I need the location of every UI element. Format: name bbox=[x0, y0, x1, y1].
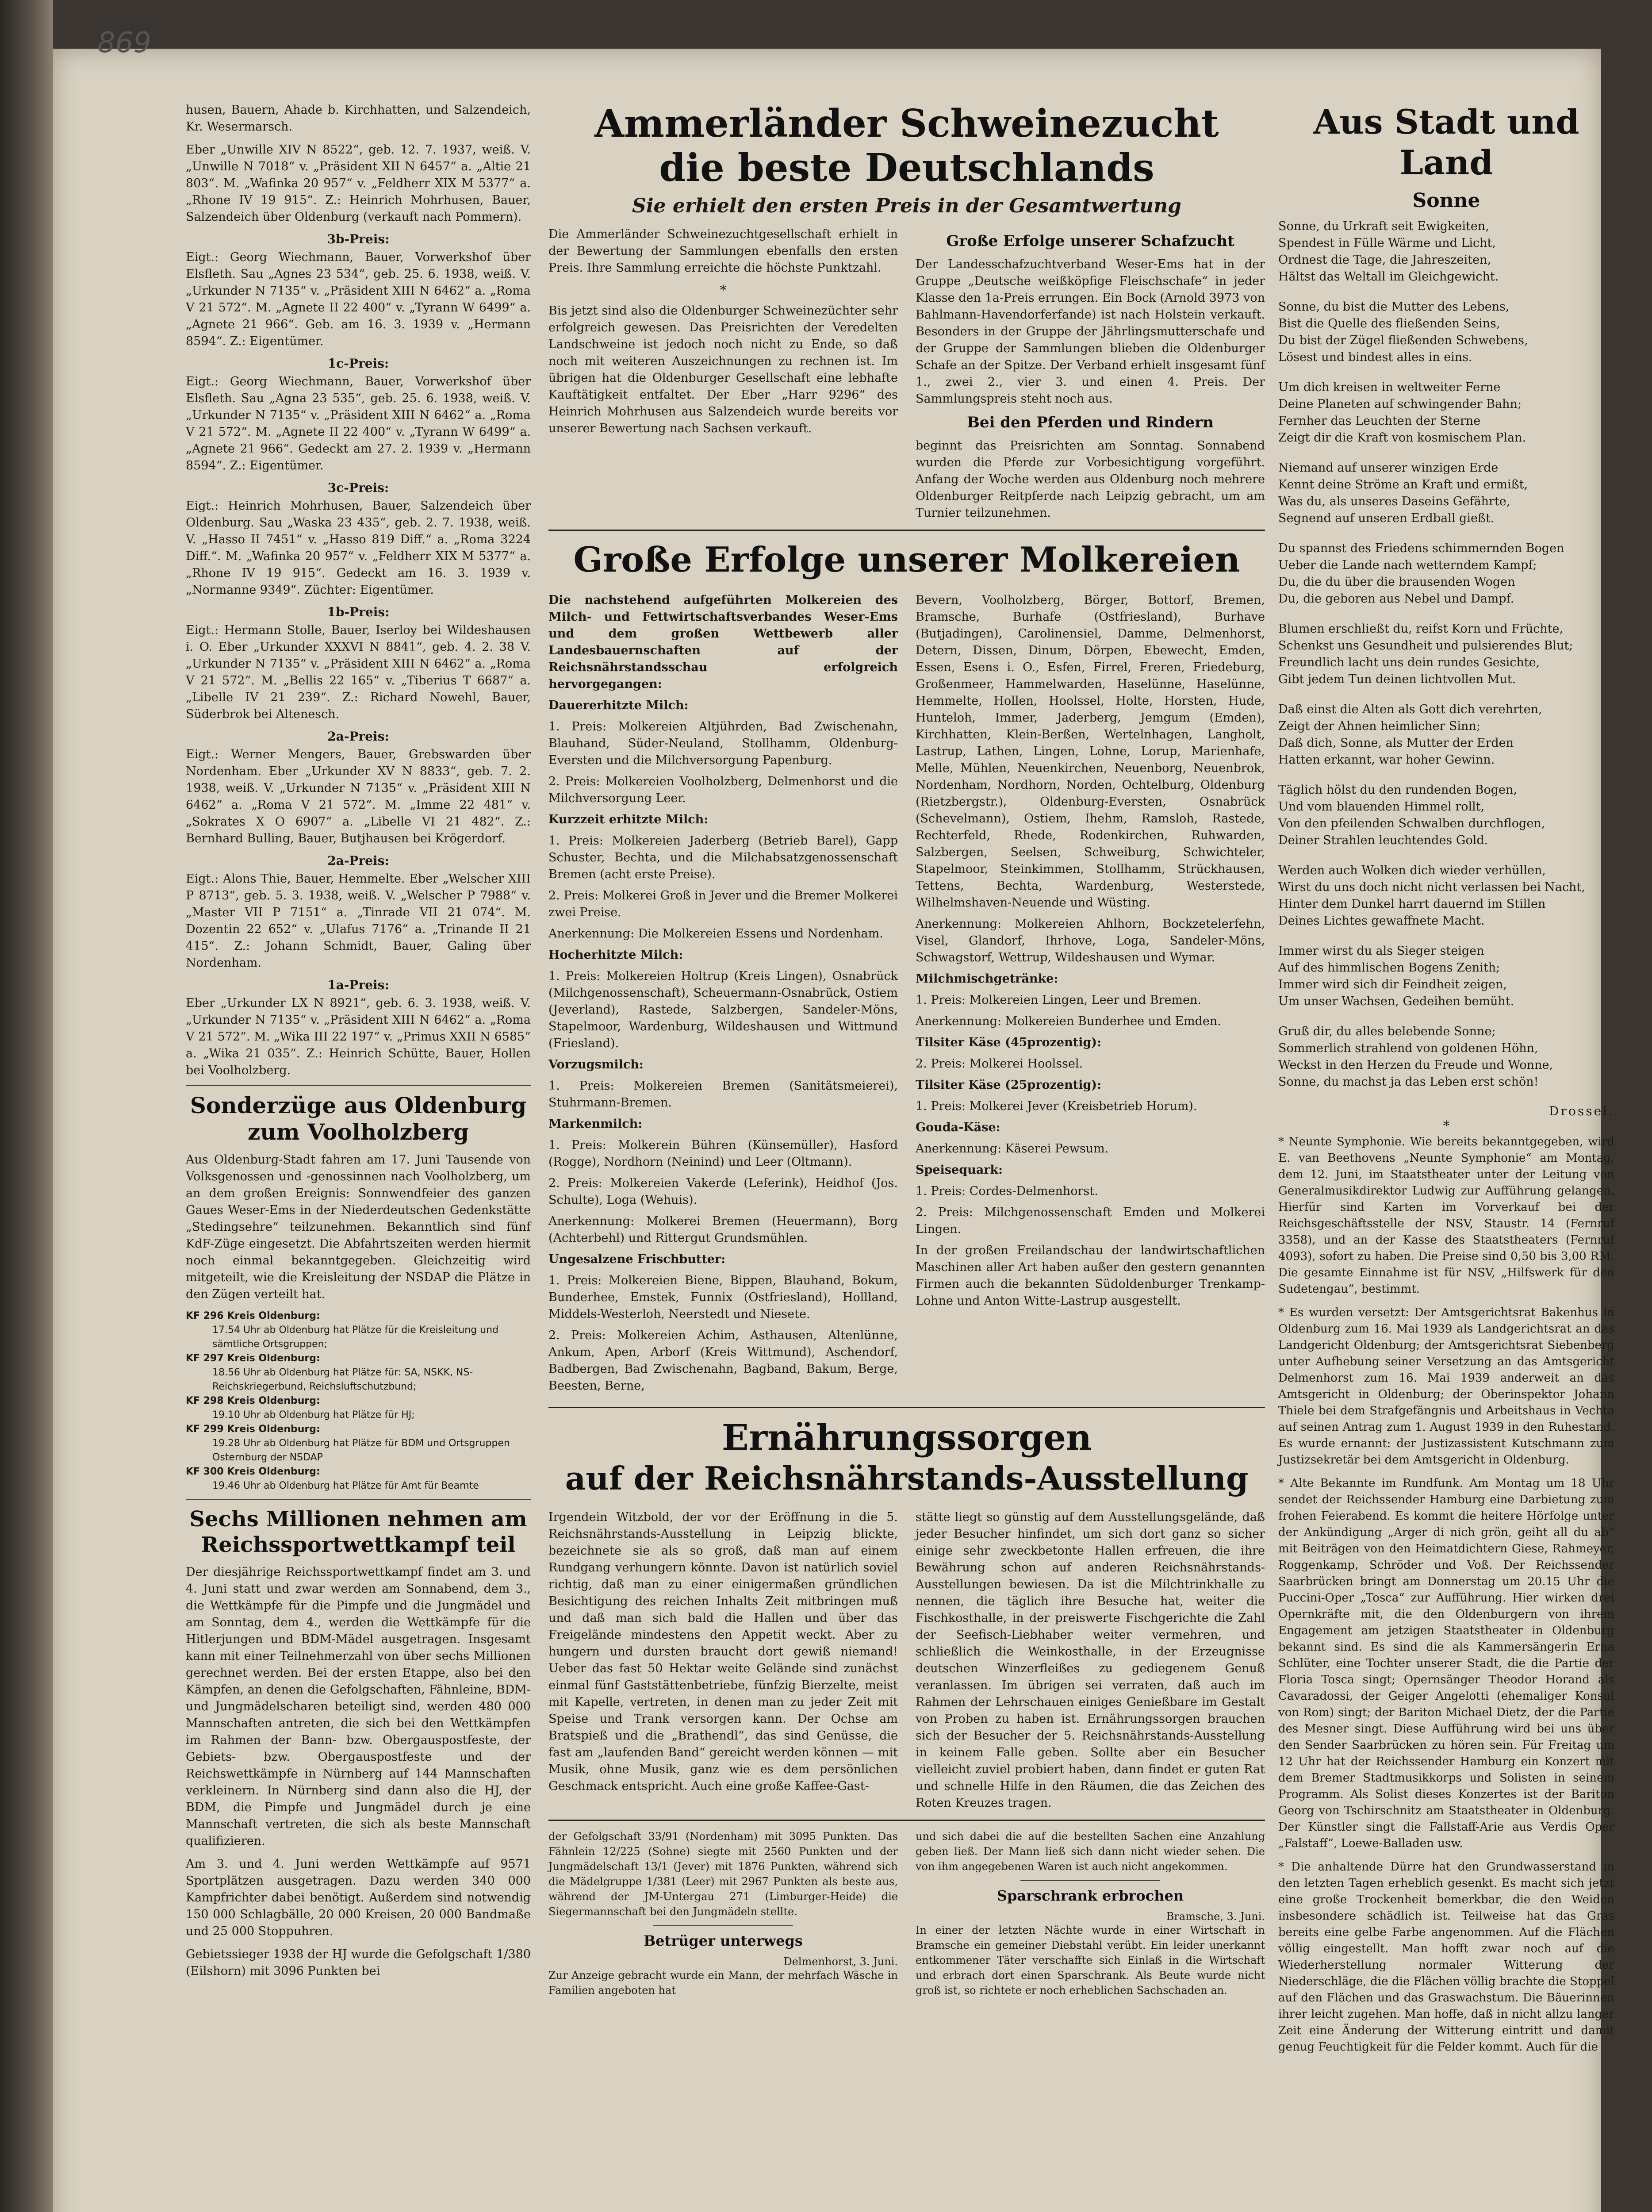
poem-line: Schenkst uns Gesundheit und pulsierendes Blut; bbox=[1278, 639, 1573, 653]
poem-line: Sommerlich strahlend von goldenen Höhn, bbox=[1278, 1041, 1538, 1055]
category-heading: Tilsiter Käse (45prozentig): bbox=[916, 1036, 1102, 1049]
schedule-line: 18.56 Uhr ab Oldenburg hat Plätze für: SA, NSKK, NS-Reichskriegerbund, Reichsluftschutzbund; bbox=[212, 1367, 473, 1392]
betrueger-continued: und sich dabei die auf die bestellten Sachen eine Anzahlung geben ließ. Der Mann ließ sich dann nicht wieder sehen. Die von ihm angegebenen Waren ist auch nicht angekommen. bbox=[916, 1830, 1265, 1873]
prize-entry: Eigt.: Hermann Stolle, Bauer, Iserloy bei Wildeshausen i. O. Eber „Urkunder XXXVI N 8841“, geb. 4. 2. 38 V. „Urkunder N 7135“ v. „Präsident XIII N 6462“ a. „Roma V 21 572“. M. „Bellis 22 165“ v. „Tiberius T 6687“ a. „Libelle IV 21 239“. Z.: Richard Nowehl, Bauer, Süderbrok bei Altenesch. bbox=[186, 623, 531, 721]
poem-author: Drossel. bbox=[1549, 1104, 1614, 1118]
prize-heading: 2a-Preis: bbox=[327, 853, 389, 868]
article-paragraph: Bis jetzt sind also die Oldenburger Schweinezüchter sehr erfolgreich gewesen. Das Preisrichten der Veredelten Landschweine ist jedoch noch nicht zu Ende, so daß noch mit weiteren Auszeichnungen zu rechnen ist. Im übrigen hat die Oldenburger Gesellschaft eine lebhafte Kauftätigkeit entfaltet. Der Eber „Harr 9296“ des Heinrich Mohrhusen aus Salzendeich wurde bereits vor unserer Bewertung nach Sachsen verkauft. bbox=[548, 304, 898, 435]
prize-entry: Eigt.: Heinrich Mohrhusen, Bauer, Salzendeich über Oldenburg. Sau „Waska 23 435“, geb. 2. 7. 1938, weiß. V. „Hasso II 7451“ v. „Hasso 819 Diff.“ a. „Roma 3224 Diff.“. M. „Wafinka 20 957“ v. „Feldherr XIX M 5377“ a. „Rhone IV 19 915“. Gedeckt am 16. 3. 1939 v. „Normanne 9349“. Züchter: Eigentümer. bbox=[186, 499, 531, 597]
category-heading: Hocherhitzte Milch: bbox=[548, 948, 683, 962]
molkereien-left bbox=[548, 592, 898, 1399]
award-paragraph: Bevern, Voolholzberg, Börger, Bottorf, Bremen, Bramsche, Burhafe (Ostfriesland), Burhave (Butjadingen), Carolinensiel, Damme, Delmenhorst, Detern, Dissen, Dinum, Dörpen, Ebewecht, Emden, Essen, Esens i. O., Esfen, Firrel, Freren, Friedeburg, Großenmeer, Hammelwarden, Haselünne, Haselünne, Hemmelte, Hollen, Hoolssel, Holte, Horsten, Hude, Hunteloh, Immer, Jaderberg, Jemgum (Emden), Kirchhatten, Klein-Berßen, Wertelnhagen, Langholt, Lastrup, Lathen, Lingen, Lohne, Lorup, Marienhafe, Melle, Mühlen, Neuenkirchen, Neuenborg, Neuenbrok, Nordenham, Nordhorn, Norden, Ochtelburg, Oldenburg (Rietzbergstr.), Oldenburg-Eversten, Osnabrück (Schevelmann), Ostiem, Ihehm, Ramsloh, Rastede, Rechterfeld, Rhede, Rodenkirchen, Ruhwarden, Salzbergen, Seelsen, Schweiburg, Schwichteler, Stapelmoor, Steinkimmen, Stollhamm, Strückhausen, Tettens, Bechta, Wardenburg, Westerstede, Wilhelmshaven-Neuende und Wüsting. bbox=[916, 593, 1265, 910]
poem-line: Du, die du über die brausenden Wogen bbox=[1278, 575, 1515, 589]
prize-entry: Eber „Unwille XIV N 8522“, geb. 12. 7. 1937, weiß. V. „Unwille N 7018“ v. „Präsident XII N 6457“ a. „Altie 21 803“. M. „Wafinka 20 957“ v. „Feldherr XIX M 5377“ a. „Rhone IV 19 915“. Z.: Heinrich Mohrhusen, Bauer, Salzendeich über Oldenburg (verkauft nach Pommern). bbox=[186, 143, 531, 224]
poem-stanza bbox=[1278, 943, 1614, 1010]
poem-line: Segnend auf unseren Erdball gießt. bbox=[1278, 511, 1495, 525]
article-paragraph: Gebietssieger 1938 der HJ wurde die Gefolgschaft 1/380 (Eilshorn) mit 3096 Punkten bei bbox=[186, 1947, 531, 1978]
poem-line: Freundlich lacht uns dein rundes Gesichte, bbox=[1278, 656, 1540, 669]
schafzucht-title: Große Erfolge unserer Schafzucht bbox=[946, 232, 1234, 250]
separator-asterisk: * bbox=[720, 283, 727, 298]
poem-line: Auf des himmlischen Bogens Zenith; bbox=[1278, 961, 1500, 975]
category-heading: Die nachstehend aufgeführten Molkereien des Milch- und Fettwirtschaftsverbandes Weser-Ems und dem großen Wettbewerb aller Landesbauernschaften auf der Reichsnährstandsschau erfolgreich hervorgegangen: bbox=[548, 593, 898, 691]
local-notes bbox=[1278, 1134, 1614, 2055]
poem-line: Du spannst des Friedens schimmernden Bogen bbox=[1278, 541, 1564, 555]
schedule-line: KF 296 Kreis Oldenburg: bbox=[186, 1310, 320, 1321]
betrueger-dateline: Delmenhorst, 3. Juni. bbox=[783, 1955, 898, 1968]
train-schedule bbox=[186, 1309, 531, 1493]
sparschrank-text: In einer der letzten Nächte wurde in einer Wirtschaft in Bramsche ein gemeiner Diebstahl verübt. Ein leider unerkannt entkommener Täter verschaffte sich Einlaß in die Wirtschaft und erbrach dort einen Sparschrank. Als Beute wurde nicht groß ist, so richtete er noch erheblichen Sachschaden an. bbox=[916, 1924, 1265, 1997]
prize-list bbox=[186, 142, 531, 1079]
poem-line: Daß dich, Sonne, als Mutter der Erden bbox=[1278, 736, 1514, 750]
category-heading: Milchmischgetränke: bbox=[916, 972, 1058, 986]
prize-entry: Eigt.: Georg Wiechmann, Bauer, Vorwerkshof über Elsfleth. Sau „Agnes 23 534“, geb. 25. 6. 1938, weiß. V. „Urkunder N 7135“ v. „Präsident XIII N 6462“ a. „Roma V 21 572“. M. „Agnete II 22 400“ v. „Tyrann W 6499“ a. „Agnete 21 966“. Geb. am 16. 3. 1939 v. „Hermann 8594“. Z.: Eigentümer. bbox=[186, 250, 531, 348]
schedule-line: KF 298 Kreis Oldenburg: bbox=[186, 1395, 320, 1406]
poem-line: Spendest in Fülle Wärme und Licht, bbox=[1278, 236, 1496, 250]
award-paragraph: 1. Preis: Molkereien Biene, Bippen, Blauhand, Bokum, Bunderhee, Emstek, Funnix (Ostfriesland), Hollland, Middels-Westerloh, Neerstedt und Niesete. bbox=[548, 1274, 898, 1321]
ammerland-title-1: Ammerländer Schweinezucht bbox=[594, 101, 1219, 146]
schedule-line: 19.46 Uhr ab Oldenburg hat Plätze für Amt für Beamte bbox=[212, 1480, 479, 1491]
poem-line: Um dich kreisen in weltweiter Ferne bbox=[1278, 380, 1501, 394]
category-heading: Speisequark: bbox=[916, 1163, 1003, 1177]
poem-line: Hinter dem Dunkel harrt dauernd im Stillen bbox=[1278, 897, 1546, 911]
category-heading: Tilsiter Käse (25prozentig): bbox=[916, 1078, 1102, 1092]
award-paragraph: 2. Preis: Molkereien Voolholzberg, Delmenhorst und die Milchversorgung Leer. bbox=[548, 775, 898, 805]
award-paragraph: Anerkennung: Molkerei Bremen (Heuermann), Borg (Achterbehl) und Rittergut Grundsmühlen. bbox=[548, 1214, 898, 1245]
ernaehrung-title-1: Ernährungssorgen bbox=[721, 1417, 1092, 1458]
poem-line: Gruß dir, du alles belebende Sonne; bbox=[1278, 1025, 1496, 1038]
poem-line: Zeigt der Ahnen heimlicher Sinn; bbox=[1278, 719, 1480, 733]
poem-line: Von den pfeilenden Schwalben durchflogen, bbox=[1278, 817, 1545, 830]
column-3: Aus Stadt und Land Sonne Sonne, du Urkraft seit Ewigkeiten, Spendest in Fülle Wärme und Licht, Ordnest die Tage, die Jahreszeiten, Hältst das Weltall im Gleichgewicht. Sonne, du bist die Mutter des Lebens, Bist die Quelle des fließenden Seins, Du bist der Zügel fließenden Schwebens, Lösest und bindest alles in eins. Um dich kreisen in weltweiter Ferne Deine Planeten auf schwingender Bahn; Fernher das Leuchten der Sterne Zeigt dir die Kraft von kosmischem Plan. Niemand auf unserer winzigen Erde Kennt deine Ströme an Kraft und ermißt, Was du, als unseres Daseins Gefährte, Segnend auf unseren Erdball gießt. Du spannst des Friedens schimmernden Bogen Ueber die Lande nach wetterndem Kampf; Du, die du über die brausenden Wogen Du, die geboren aus Nebel und Dampf. Blumen erschließt du, reifst Korn und Früchte, Schenkst uns Gesundheit und pulsierendes Blut; Freundlich lacht uns dein rundes Gesichte, Gibt jedem Tun deinen lichtvollen Mut. Daß einst die Alten als Gott dich verehrten, Zeigt der Ahnen heimlicher Sinn; Daß dich, Sonne, als Mutter der Erden Hatten erkannt, war hoher Gewinn. Täglich hölst du den rundenden Bogen, Und vom blauenden Himmel rollt, Von den pfeilenden Schwalben durchflogen, Deiner Strahlen leuchtendes Gold. Werden auch Wolken dich wieder verhüllen, Wirst du uns doch nicht nicht verlassen bei Nacht, Hinter dem Dunkel harrt dauernd im Stillen Deines Lichtes gewaffnete Macht. Immer wirst du als Sieger steigen Auf des himmlischen Bogens Zenith; Immer wird sich dir Feindheit zeigen, Um unser Wachsen, Gedeihen bemüht. Gruß dir, du alles belebende Sonne; Sommerlich strahlend von goldenen Höhn, Weckst in den Herzen du Freude und Wonne, Sonne, du machst ja das Leben erst schön! Drossel. * * Neunte Symphonie. Wie bereits bekanntgegeben, wird E. van Beethovens „Neunte Symphonie“ am Montag, dem 12. Juni, im Staatstheater unter der Leitung von Generalmusikdirektor Ludwig zur Aufführung gelangen. Hierfür sind Karten im Vorverkauf bei der Reichsgeschäftsstelle der NSV, Staustr. 14 (Fernruf 3358), und an der Kasse des Staatstheaters (Fernruf 4093), sofort zu haben. Die Preise sind 0,50 bis 3,00 RM. Die gesamte Einnahme ist für NSV, „Hilfswerk für den Sudetengau“, bestimmt. * Es wurden versetzt: Der Amtsgerichtsrat Bakenhus in Oldenburg zum 16. Mai 1939 als Landgerichtsrat an das Landgericht Oldenburg; der Amtsgerichtsrat Siebenberg unter Aufhebung seiner Versetzung an das Amtsgericht Delmenhorst zum 16. Mai 1939 anderweit an das Amtsgericht in Oldenburg; der Oberinspektor Johann Thiele bei dem Strafgefängnis und Arbeitshaus in Vechta auf seinen Antrag zum 1. August 1939 in den Ruhestand. Es wurde ernannt: der Justizassistent Kutschmann zum Justizsekretär bei dem Amtsgericht in Oldenburg. * Alte Bekannte im Rundfunk. Am Montag um 18 Uhr sendet der Reichssender Hamburg eine Darbietung zum frohen Feierabend. Es kommt die heitere Hörfolge unter der Ankündigung „Arger di nich grön, geiht all du ab“ mit Beiträgen von den Heimatdichtern Giese, Rahmeyer, Roggenkamp, Schröder und Voß. Der Reichssender Saarbrücken bringt am Donnerstag um 20.15 Uhr die Puccini-Oper „Tosca“ zur Aufführung. Hier wirken drei Opernkräfte mit, die den Oldenburgern von ihrem Engagement am jetzigen Staatstheater in Oldenburg bekannt sind. Es sind die als Kammersängerin Erna Schlüter, eine Tochter unserer Stadt, die die Partie der Floria Tosca singt; Opernsänger Theodor Horand als Cavaradossi, der Geiger Angelotti (ehemaliger Konsul von Rom) singt; der Bariton Michael Dietz, der die Partie des Mesner singt. Diese Aufführung wird bei uns über den Sender Saarbrücken zu hören sein. Für Freitag um 12 Uhr hat der Reichssender Hamburg ein Konzert mit dem Bremer Stadtmusikkorps und Solisten in seinem Programm. Als Solist dieses Konzertes ist der Bariton Georg von Tschirschnitz am Staatstheater in Oldenburg. Der Künstler singt die Fallstaff-Arie aus Verdis Oper „Falstaff“, Loewe-Balladen usw. * Die anhaltende Dürre hat den Grundwasserstand in den letzten Tagen erheblich gesenkt. Es macht sich jetzt eine große Trockenheit bemerkbar, die den Weiden insbesondere schädlich ist. Teilweise hat das Gras bereits eine gelbe Farbe angenommen. Auf die Flächen völlig eingestellt. Man hofft zwar noch auf die Wiederherstellung normaler Witterung der Niederschläge, die die Flächen völlig brachte die Stoppel auf den Flächen und das Graswachstum. Die Bäuerinnen ihrer leicht zugehen. Man hoffe, daß in nicht allzu langer Zeit eine Änderung der Witterung eintritt und damit genug Feuchtigkeit für die Felder kommt. Auch für die bbox=[1278, 102, 1614, 2062]
poem-line: Werden auch Wolken dich wieder verhüllen, bbox=[1278, 864, 1546, 877]
col1-intro: husen, Bauern, Ahade b. Kirchhatten, und Salzendeich, Kr. Wesermarsch. bbox=[186, 103, 531, 134]
award-paragraph: In der großen Freilandschau der landwirtschaftlichen Maschinen aller Art haben außer den gestern genannten Firmen auch die bekannten Südoldenburger Trenkamp-Lohne und Anton Witte-Lastrup ausgestellt. bbox=[916, 1244, 1265, 1308]
poem-line: Lösest und bindest alles in eins. bbox=[1278, 350, 1472, 364]
local-note: * Es wurden versetzt: Der Amtsgerichtsrat Bakenhus in Oldenburg zum 16. Mai 1939 als Landgerichtsrat an das Landgericht Oldenburg; der Amtsgerichtsrat Siebenberg unter Aufhebung seiner Versetzung an das Amtsgericht Delmenhorst zum 16. Mai 1939 anderweit an das Amtsgericht in Oldenburg; der Oberinspektor Johann Thiele bei dem Strafgefängnis und Arbeitshaus in Vechta auf seinen Antrag zum 1. August 1939 in den Ruhestand. Es wurde ernannt: der Justizassistent Kutschmann zum Justizsekretär bei dem Amtsgericht in Oldenburg. bbox=[1278, 1306, 1614, 1467]
column-1 bbox=[186, 102, 531, 1986]
pferde-text: beginnt das Preisrichten am Sonntag. Sonnabend wurden die Pferde zur Vorbesichtigung vorgeführt. Anfang der Woche werden aus Oldenburg noch mehrere Oldenburger Reitpferde nach Leipzig gebracht, um am Turnier teilzunehmen. bbox=[916, 439, 1265, 520]
award-paragraph: 2. Preis: Molkereien Vakerde (Leferink), Heidhof (Jos. Schulte), Loga (Wehuis). bbox=[548, 1176, 898, 1207]
sonderzuege-title: Sonderzüge aus Oldenburg zum Voolholzberg bbox=[190, 1092, 527, 1145]
molkereien-title: Große Erfolge unserer Molkereien bbox=[573, 540, 1240, 580]
molkereien-right bbox=[916, 592, 1265, 1399]
poem-line: Was du, als unseres Daseins Gefährte, bbox=[1278, 495, 1510, 508]
sparschrank-title: Sparschrank erbrochen bbox=[997, 1887, 1184, 1904]
poem-line: Du bist der Zügel fließenden Schwebens, bbox=[1278, 334, 1528, 347]
poem-stanza bbox=[1278, 621, 1614, 688]
award-paragraph: 2. Preis: Molkerei Groß in Jever und die Bremer Molkerei zwei Preise. bbox=[548, 889, 898, 919]
poem-stanza bbox=[1278, 218, 1614, 285]
award-paragraph: Anerkennung: Molkereien Bunderhee und Emden. bbox=[916, 1014, 1221, 1028]
sechs-millionen-body bbox=[186, 1564, 531, 1980]
award-paragraph: 1. Preis: Molkereien Lingen, Leer und Bremen. bbox=[916, 993, 1201, 1007]
category-heading: Gouda-Käse: bbox=[916, 1121, 1000, 1134]
prize-heading: 1a-Preis: bbox=[327, 978, 389, 992]
category-heading: Dauererhitzte Milch: bbox=[548, 699, 689, 712]
schedule-line: 19.28 Uhr ab Oldenburg hat Plätze für BDM und Ortsgruppen Osternburg der NSDAP bbox=[212, 1438, 510, 1463]
poem-line: Du, die geboren aus Nebel und Dampf. bbox=[1278, 592, 1514, 606]
award-paragraph: Anerkennung: Käserei Pewsum. bbox=[916, 1142, 1109, 1156]
prize-heading: 3b-Preis: bbox=[327, 232, 390, 246]
poem-line: Immer wird sich dir Feindheit zeigen, bbox=[1278, 978, 1507, 991]
prize-entry: Eigt.: Alons Thie, Bauer, Hemmelte. Eber „Welscher XIII P 8713“, geb. 5. 3. 1938, weiß. V. „Welscher P 7988“ v. „Master VII P 7151“ a. „Tinrade VII 21 074“. M. Dozentin 22 652“ v. „Ulafus 7176“ a. „Trinande II 21 415“. Z.: Johann Schmidt, Bauer, Galing über Nordenham. bbox=[186, 872, 531, 970]
award-paragraph: 1. Preis: Molkereien Holtrup (Kreis Lingen), Osnabrück (Milchgenossenschaft), Scheuermann-Osnabrück, Ostiem (Jeverland), Rastede, Salzbergen, Sandeler-Möns, Stapelmoor, Wardenburg, Wildeshausen und Wittmund (Friesland). bbox=[548, 969, 898, 1050]
category-heading: Ungesalzene Frischbutter: bbox=[548, 1252, 726, 1266]
schedule-line: KF 297 Kreis Oldenburg: bbox=[186, 1353, 320, 1364]
schafzucht-text: Der Landesschafzuchtverband Weser-Ems hat in der Gruppe „Deutsche weißköpfige Fleischschafe“ in jeder Klasse den 1a-Preis errungen. Ein Bock (Arnold 3973 von Bahlmann-Havendorferfande) ist nach Holstein verkauft. Besonders in der Gruppe der Jährlingsmutterschafe und der Gruppe der Sammlungen blieben die Oldenburger Schafe an der Spitze. Der Verband erhielt insgesamt fünf 1., zwei 2., vier 3. und einen 4. Preis. Der Sammlungspreis steht noch aus. bbox=[916, 257, 1265, 406]
poem-line: Fernher das Leuchten der Sterne bbox=[1278, 414, 1481, 428]
poem-title: Sonne bbox=[1412, 189, 1480, 212]
award-paragraph: Anerkennung: Molkereien Ahlhorn, Bockzetelerfehn, Visel, Glandorf, Ihrhove, Loga, Sandeler-Möns, Schwagstorf, Wettrup, Wildeshausen und Wymar. bbox=[916, 917, 1265, 964]
poem-line: Weckst in den Herzen du Freude und Wonne, bbox=[1278, 1058, 1553, 1072]
poem-stanza bbox=[1278, 379, 1614, 446]
poem-line: Und vom blauenden Himmel rollt, bbox=[1278, 800, 1485, 814]
poem-line: Hältst das Weltall im Gleichgewicht. bbox=[1278, 270, 1499, 284]
poem-line: Ueber die Lande nach wetterndem Kampf; bbox=[1278, 558, 1537, 572]
schedule-line: 17.54 Uhr ab Oldenburg hat Plätze für die Kreisleitung und sämtliche Ortsgruppen; bbox=[212, 1325, 499, 1350]
poem-line: Wirst du uns doch nicht nicht verlassen bei Nacht, bbox=[1278, 880, 1585, 894]
award-paragraph: 1. Preis: Molkereien Altjührden, Bad Zwischenahn, Blauhand, Süder-Neuland, Stollhamm, Oldenburg-Eversten und die Milchversorgung Papenburg. bbox=[548, 720, 898, 767]
schedule-line: KF 300 Kreis Oldenburg: bbox=[186, 1466, 320, 1477]
poem-sonne bbox=[1278, 218, 1614, 1091]
award-paragraph: 2. Preis: Molkerei Hoolssel. bbox=[916, 1057, 1083, 1071]
award-paragraph: 1. Preis: Molkereien Bremen (Sanitätsmeierei), Stuhrmann-Bremen. bbox=[548, 1079, 898, 1110]
ernaehrung-title-2: auf der Reichsnährstands-Ausstellung bbox=[565, 1459, 1249, 1497]
schedule-line: KF 299 Kreis Oldenburg: bbox=[186, 1424, 320, 1435]
article-paragraph: Der diesjährige Reichssportwettkampf findet am 3. und 4. Juni statt und zwar werden am Sonnabend, dem 3., die Wettkämpfe für die Pimpfe und die Jungmädel und am Sonntag, dem 4., werden die Wettkämpfe für die Hitlerjungen und BDM-Mädel ausgetragen. Insgesamt kann mit einer Teilnehmerzahl von über sechs Millionen gerechnet werden. Bei der ersten Etappe, also bei den Kämpfen, an denen die Gefolgschaften, Fähnleine, BDM- und Jungmädelscharen beteiligt sind, werden 480 000 Mannschaften antreten, die sich bei den Wettkämpfen im Rahmen der Bann- bzw. Obergauspostfeste, der Gebiets- bzw. Obergauspostfeste und der Reichswettkämpfe in Nürnberg auf 144 Mannschaften verkleinern. In Nürnberg sind dann also die HJ, der BDM, die Pimpfe und Jungmädel durch je eine Mannschaft vertreten, die sich als beste Mannschaft qualifizieren. bbox=[186, 1565, 531, 1848]
local-note: * Neunte Symphonie. Wie bereits bekanntgegeben, wird E. van Beethovens „Neunte Symphonie“ am Montag, dem 12. Juni, im Staatstheater unter der Leitung von Generalmusikdirektor Ludwig zur Aufführung gelangen. Hierfür sind Karten im Vorverkauf bei der Reichsgeschäftsstelle der NSV, Staustr. 14 (Fernruf 3358), und an der Kasse des Staatstheaters (Fernruf 4093), sofort zu haben. Die Preise sind 0,50 bis 3,00 RM. Die gesamte Einnahme ist für NSV, „Hilfswerk für den Sudetengau“, bestimmt. bbox=[1278, 1135, 1614, 1296]
award-paragraph: 1. Preis: Molkerein Bühren (Künsemüller), Hasford (Rogge), Nordhorn (Neinind) und Leer (Oltmann). bbox=[548, 1138, 898, 1169]
local-note: * Alte Bekannte im Rundfunk. Am Montag um 18 Uhr sendet der Reichssender Hamburg eine Darbietung zum frohen Feierabend. Es kommt die heitere Hörfolge unter der Ankündigung „Arger di nich grön, geiht all du ab“ mit Beiträgen von den Heimatdichtern Giese, Rahmeyer, Roggenkamp, Schröder und Voß. Der Reichssender Saarbrücken bringt am Donnerstag um 20.15 Uhr die Puccini-Oper „Tosca“ zur Aufführung. Hier wirken drei Opernkräfte mit, die den Oldenburgern von ihrem Engagement am jetzigen Staatstheater in Oldenburg bekannt sind. Es sind die als Kammersängerin Erna Schlüter, eine Tochter unserer Stadt, die die Partie der Floria Tosca singt; Opernsänger Theodor Horand als Cavaradossi, der Geiger Angelotti (ehemaliger Konsul von Rom) singt; der Bariton Michael Dietz, der die Partie des Mesner singt. Diese Aufführung wird bei uns über den Sender Saarbrücken zu hören sein. Für Freitag um 12 Uhr hat der Reichssender Hamburg ein Konzert mit dem Bremer Stadtmusikkorps und Solisten in seinem Programm. Als Solist dieses Konzertes ist der Bariton Georg von Tschirschnitz am Staatstheater in Oldenburg. Der Künstler singt die Fallstaff-Arie aus Verdis Oper „Falstaff“, Loewe-Balladen usw. bbox=[1278, 1477, 1614, 1850]
category-heading: Kurzzeit erhitzte Milch: bbox=[548, 813, 709, 826]
ammerland-title-2: die beste Deutschlands bbox=[659, 146, 1154, 190]
poem-line: Täglich hölst du den rundenden Bogen, bbox=[1278, 783, 1517, 797]
poem-line: Sonne, du bist die Mutter des Lebens, bbox=[1278, 300, 1510, 314]
betrueger-title: Betrüger unterwegs bbox=[644, 1932, 803, 1949]
poem-line: Sonne, du Urkraft seit Ewigkeiten, bbox=[1278, 219, 1489, 233]
book-binding bbox=[0, 0, 53, 2212]
poem-line: Blumen erschließt du, reifst Korn und Früchte, bbox=[1278, 622, 1564, 636]
poem-line: Kennt deine Ströme an Kraft und ermißt, bbox=[1278, 478, 1528, 492]
pferde-title: Bei den Pferden und Rindern bbox=[967, 414, 1214, 431]
local-note: * Die anhaltende Dürre hat den Grundwasserstand in den letzten Tagen erheblich gesenkt. Es macht sich jetzt eine große Trockenheit bemerkbar, die den Weiden insbesondere schädlich ist. Teilweise hat das Gras bereits eine gelbe Farbe angenommen. Auf die Flächen völlig eingestellt. Man hofft zwar noch auf die Wiederherstellung normaler Witterung der Niederschläge, die die Flächen völlig brachte die Stoppel auf den Flächen und das Graswachstum. Die Bäuerinnen ihrer leicht zugehen. Man hoffe, daß in nicht allzu langer Zeit eine Änderung der Witterung eintritt und damit genug Feuchtigkeit für die Felder kommt. Auch für die bbox=[1278, 1860, 1614, 2054]
sparschrank-dateline: Bramsche, 3. Juni. bbox=[1166, 1910, 1265, 1923]
betrueger-text: Zur Anzeige gebracht wurde ein Mann, der mehrfach Wäsche in Familien angeboten hat bbox=[548, 1969, 898, 1997]
poem-stanza bbox=[1278, 540, 1614, 607]
poem-stanza bbox=[1278, 299, 1614, 366]
poem-stanza bbox=[1278, 862, 1614, 929]
poem-line: Ordnest die Tage, die Jahreszeiten, bbox=[1278, 253, 1491, 267]
page-number: 869 bbox=[97, 27, 152, 59]
column-2 bbox=[548, 102, 1265, 1998]
award-paragraph: 1. Preis: Molkerei Jever (Kreisbetrieb Horum). bbox=[916, 1099, 1197, 1113]
poem-line: Deines Lichtes gewaffnete Macht. bbox=[1278, 914, 1485, 928]
article-paragraph: Die Ammerländer Schweinezuchtgesellschaft erhielt in der Bewertung der Sammlungen ebenfalls den ersten Preis. Ihre Sammlung erreichte die höchste Punktzahl. bbox=[548, 227, 898, 275]
article-paragraph: Am 3. und 4. Juni werden Wettkämpfe auf 9571 Sportplätzen ausgetragen. Dazu werden 340 000 Kampfrichter dabei benötigt. Außerdem sind notwendig 150 000 Schlagbälle, 20 000 Kreisen, 20 000 Bandmaße und 25 000 Stoppuhren. bbox=[186, 1857, 531, 1938]
sonderzuege-text: Aus Oldenburg-Stadt fahren am 17. Juni Tausende von Volksgenossen und -genossinnen nach Voolholzberg, um an dem großen Ereignis: Sonnwendfeier des ganzen Gaues Weser-Ems in der Niederdeutschen Gedenkstätte „Stedingsehre“ teilzunehmen. Bekanntlich sind fünf KdF-Züge eingesetzt. Die Abfahrtszeiten werden hiermit noch einmal bekanntgegeben. Gleichzeitig wird mitgeteilt, wie die Kreisleitung der NSDAP die Plätze in den Zügen verteilt hat. bbox=[186, 1153, 531, 1301]
prize-heading: 1c-Preis: bbox=[327, 356, 389, 371]
award-paragraph: 1. Preis: Molkereien Jaderberg (Betrieb Barel), Gapp Schuster, Bechta, und die Milchabsatzgenossenschaft Bremen (acht erste Preise). bbox=[548, 834, 898, 881]
aus-stadt-und-land-title: Aus Stadt und Land bbox=[1313, 102, 1579, 182]
poem-stanza bbox=[1278, 701, 1614, 768]
poem-stanza bbox=[1278, 460, 1614, 527]
poem-line: Hatten erkannt, war hoher Gewinn. bbox=[1278, 753, 1495, 767]
prize-entry: Eber „Urkunder LX N 8921“, geb. 6. 3. 1938, weiß. V. „Urkunder N 7135“ v. „Präsident XIII N 6462“ a. „Roma V 21 572“. M. „Wika III 22 197“ v. „Primus XXII N 6585“ a. „Wika 21 035“. Z.: Heinrich Schütte, Bauer, Hollen bei Voolholzberg. bbox=[186, 996, 531, 1077]
ernaehrung-right: stätte liegt so günstig auf dem Ausstellungsgelände, daß jeder Besucher hinfindet, um sich dort ganz so sicher einige sehr zweckbetonte Hallen erfreuen, die ihre Bewährung schon auf anderen Reichsnährstands-Ausstellungen bewiesen. Da ist die Milchtrinkhalle zu nennen, die täglich ihre Besuche hat, weiter die Fischkosthalle, in der preiswerte Fischgerichte die Zahl der Seefisch-Liebhaber weiter vermehren, und schließlich die Weinkosthalle, in der Erzeugnisse deutschen Winzerfleißes zu gediegenem Genuß veranlassen. Im übrigen sei verraten, daß auch im Rahmen der Lehrschauen einiges Genießbare im Gestalt von Proben zu haben ist. Ernährungssorgen brauchen sich der Besucher der 5. Reichsnährstands-Ausstellung in keinem Falle geben. Sollte aber ein Besucher vielleicht zuviel probiert haben, dann findet er guten Rat und schnelle Hilfe in den Räumen, die das Zeichen des Roten Kreuzes tragen. bbox=[916, 1510, 1265, 1810]
ammerland-subtitle: Sie erhielt den ersten Preis in der Gesamtwertung bbox=[632, 195, 1181, 217]
poem-stanza bbox=[1278, 782, 1614, 849]
poem-line: Bist die Quelle des fließenden Seins, bbox=[1278, 317, 1500, 330]
award-paragraph: 2. Preis: Milchgenossenschaft Emden und Molkerei Lingen. bbox=[916, 1206, 1265, 1236]
poem-line: Zeigt dir die Kraft von kosmischem Plan. bbox=[1278, 431, 1526, 445]
poem-line: Gibt jedem Tun deinen lichtvollen Mut. bbox=[1278, 672, 1516, 686]
gebietssieger-continued: der Gefolgschaft 33/91 (Nordenham) mit 3095 Punkten. Das Fähnlein 12/225 (Sohne) siegte mit 2560 Punkten und der Jungmädelschaft 13/1 (Jever) mit 1876 Punkten, während sich die Mädelgruppe 1/381 (Leer) mit 2967 Punkten als beste aus, während der JM-Untergau 271 (Limburger-Heide) die Siegermannschaft bei den Jungmädeln stellte. bbox=[548, 1830, 898, 1918]
ammerland-body bbox=[548, 226, 898, 522]
poem-line: Sonne, du machst ja das Leben erst schön! bbox=[1278, 1075, 1539, 1089]
prize-heading: 1b-Preis: bbox=[327, 605, 390, 619]
sechs-millionen-title: Sechs Millionen nehmen am Reichssportwettkampf teil bbox=[189, 1507, 527, 1557]
poem-line: Deiner Strahlen leuchtendes Gold. bbox=[1278, 833, 1488, 847]
prize-entry: Eigt.: Georg Wiechmann, Bauer, Vorwerkshof über Elsfleth. Sau „Agna 23 535“, geb. 25. 6. 1938, weiß. V. „Urkunder N 7135“ v. „Präsident XIII N 6462“ a. „Roma V 21 572“. M. „Agnete II 22 400“ v. „Tyrann W 6499“ a. „Agnete 21 966“. Gedeckt am 27. 2. 1939 v. „Hermann 8594“. Z.: Eigentümer. bbox=[186, 375, 531, 472]
award-paragraph: Anerkennung: Die Molkereien Essens und Nordenham. bbox=[548, 927, 883, 941]
category-heading: Vorzugsmilch: bbox=[548, 1058, 644, 1071]
prize-heading: 3c-Preis: bbox=[327, 480, 389, 495]
ernaehrung-left: Irgendein Witzbold, der vor der Eröffnung in die 5. Reichsnährstands-Ausstellung in Leipzig blickte, bezeichnete sie als so groß, daß man auf einem Rundgang verhungern könnte. Davon ist natürlich soviel richtig, daß man zu einer einigermaßen gründlichen Besichtigung des reichen Inhalts Zeit mitbringen muß und daß man sich bald die Hallen und über das Freigelände mindestens den Appetit weckt. Aber zu hungern und dursten braucht dort gewiß niemand! Ueber das fast 50 Hektar weite Gelände sind zunächst einmal fünf Gaststättenbetriebe, fünfzig Bierzelte, meist mit Kapelle, vertreten, in denen man zu jeder Zeit mit Speise und Trank versorgen kann. Der Ochse am Bratspieß und die „Brathendl“, das sind Genüsse, die fast am „laufenden Band“ gereicht werden können — mit Musik, ohne Musik, ganz wie es dem persönlichen Geschmack entspricht. Auch eine große Kaffee-Gast- bbox=[548, 1510, 898, 1793]
poem-line: Deine Planeten auf schwingender Bahn; bbox=[1278, 397, 1522, 411]
category-heading: Markenmilch: bbox=[548, 1117, 643, 1131]
poem-line: Um unser Wachsen, Gedeihen bemüht. bbox=[1278, 995, 1514, 1008]
prize-entry: Eigt.: Werner Mengers, Bauer, Grebswarden über Nordenham. Eber „Urkunder XV N 8833“, geb. 7. 2. 1938, weiß. V. „Urkunder N 7135“ v. „Präsident XIII N 6462“ a. „Roma V 21 572“. M. „Imme 22 481“ v. „Sokrates X O 6907“ a. „Libelle VI 21 482“. Z.: Bernhard Bulling, Bauer, Butjhausen bei Krögerdorf. bbox=[186, 748, 531, 845]
award-paragraph: 2. Preis: Molkereien Achim, Asthausen, Altenlünne, Ankum, Apen, Arborf (Kreis Wittmund), Aschendorf, Badbergen, Bad Zwischenahn, Bagband, Bakum, Berge, Beesten, Berne, bbox=[548, 1329, 898, 1393]
poem-line: Daß einst die Alten als Gott dich verehrten, bbox=[1278, 703, 1542, 716]
prize-heading: 2a-Preis: bbox=[327, 729, 389, 744]
poem-line: Niemand auf unserer winzigen Erde bbox=[1278, 461, 1499, 475]
poem-stanza bbox=[1278, 1023, 1614, 1091]
award-paragraph: 1. Preis: Cordes-Delmenhorst. bbox=[916, 1184, 1098, 1198]
schedule-line: 19.10 Uhr ab Oldenburg hat Plätze für HJ; bbox=[212, 1409, 415, 1421]
poem-line: Immer wirst du als Sieger steigen bbox=[1278, 944, 1484, 958]
